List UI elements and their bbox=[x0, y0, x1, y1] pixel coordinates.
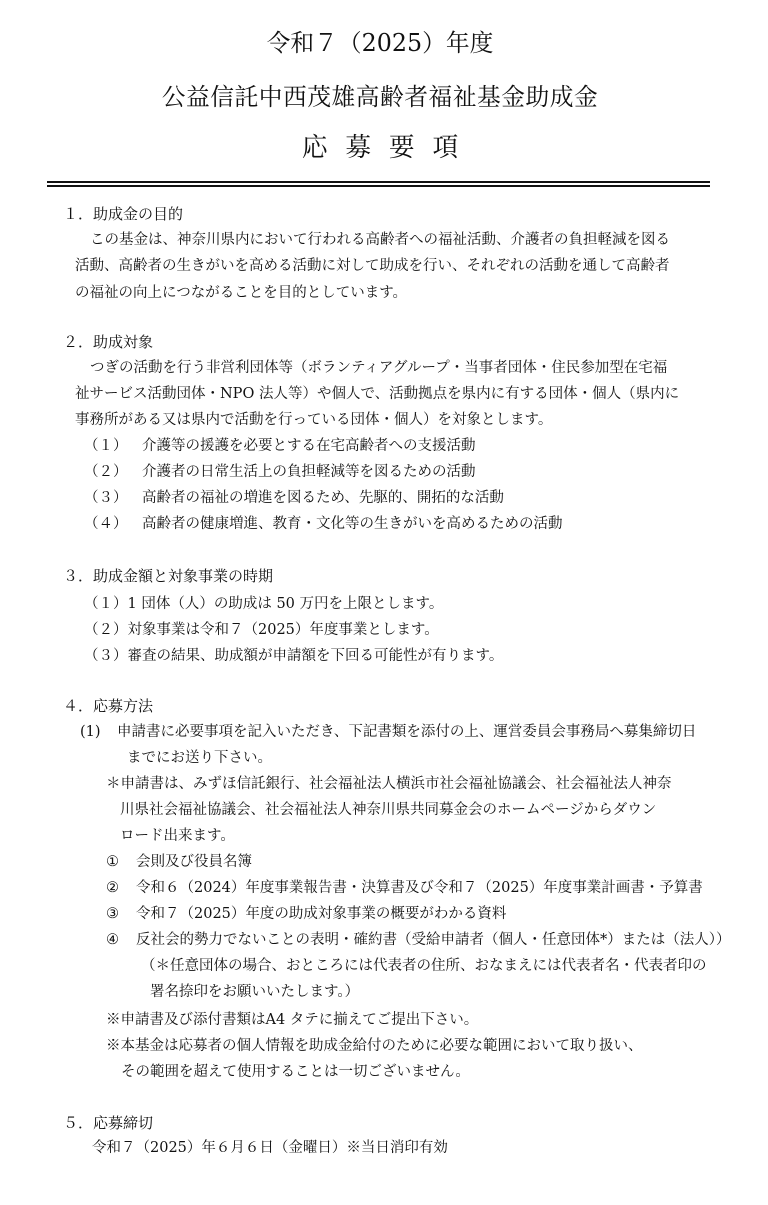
privacy-note-line: その範囲を超えて使用することは一切ございません。 bbox=[121, 1064, 470, 1080]
section-2-text-line: 祉サービス活動団体・NPO 法人等）や個人で、活動拠点を県内に有する団体・個人（県内に bbox=[75, 386, 680, 402]
list-item bbox=[84, 462, 476, 482]
section-1-text-line: の福祉の向上につながることを目的としています。 bbox=[75, 285, 408, 301]
section-2-text-line: つぎの活動を行う非営利団体等（ボランティアグループ・当事者団体・住民参加型在宅福 bbox=[90, 360, 668, 376]
section-2-text-line: 事務所がある又は県内で活動を行っている団体・個人）を対象とします。 bbox=[75, 412, 553, 428]
list-item bbox=[84, 488, 504, 508]
download-note-line: 川県社会福祉協議会、社会福祉法人神奈川県共同募金会のホームページからダウン bbox=[120, 802, 657, 818]
document-number: ② bbox=[106, 880, 119, 896]
document-4-note-line: （＊任意団体の場合、おところには代表者の住所、おなまえには代表者名・代表者印の bbox=[141, 958, 707, 974]
section-1-title: １．助成金の目的 bbox=[63, 205, 184, 223]
section-1-text-line: この基金は、神奈川県内において行われる高齢者への福祉活動、介護者の負担軽減を図る bbox=[90, 232, 670, 248]
section-4-title: ４．応募方法 bbox=[63, 697, 154, 715]
document-list-item bbox=[106, 878, 703, 898]
list-item-text: 介護者の日常生活上の負担軽減等を図るための活動 bbox=[142, 464, 476, 480]
document-title: 応募要項 bbox=[301, 133, 476, 163]
list-item-number: （３） bbox=[84, 490, 128, 506]
download-note-line: ＊申請書は、みずほ信託銀行、社会福祉法人横浜市社会福祉協議会、社会福祉法人神奈 bbox=[106, 776, 672, 792]
fiscal-year-heading: 令和７（2025）年度 bbox=[266, 29, 494, 57]
document-text: 令和６（2024）年度事業報告書・決算書及び令和７（2025）年度事業計画書・予算書 bbox=[136, 880, 703, 896]
document-list-item bbox=[106, 904, 506, 924]
section-5-title: ５．応募締切 bbox=[63, 1114, 154, 1132]
list-item-text: 高齢者の福祉の増進を図るため、先駆的、開拓的な活動 bbox=[142, 490, 504, 506]
list-item: （２）対象事業は令和７（2025）年度事業とします。 bbox=[84, 622, 439, 638]
application-item-text-line: 申請書に必要事項を記入いただき、下記書類を添付の上、運営委員会事務局へ募集締切日 bbox=[117, 724, 697, 740]
document-number: ① bbox=[106, 854, 119, 870]
list-item-text: 介護等の援護を必要とする在宅高齢者への支援活動 bbox=[142, 438, 476, 454]
list-item-number: （１） bbox=[84, 438, 128, 454]
document-text: 会則及び役員名簿 bbox=[136, 854, 252, 870]
paper-size-note: ※申請書及び添付書類はA4 タテに揃えてご提出下さい。 bbox=[106, 1012, 479, 1028]
title-rule-top bbox=[47, 181, 710, 183]
document-text: 令和７（2025）年度の助成対象事業の概要がわかる資料 bbox=[136, 906, 507, 922]
section-3-title: ３．助成金額と対象事業の時期 bbox=[63, 567, 274, 585]
list-item bbox=[84, 514, 563, 534]
application-item-text-line: までにお送り下さい。 bbox=[127, 750, 272, 766]
fund-name-heading: 公益信託中西茂雄高齢者福祉基金助成金 bbox=[161, 83, 599, 111]
deadline-text: 令和７（2025）年６月６日（金曜日）※当日消印有効 bbox=[92, 1140, 448, 1156]
document-list-item bbox=[106, 852, 252, 872]
privacy-note-line: ※本基金は応募者の個人情報を助成金給付のために必要な範囲において取り扱い、 bbox=[106, 1038, 643, 1054]
list-item bbox=[84, 436, 476, 456]
section-1-text-line: 活動、高齢者の生きがいを高める活動に対して助成を行い、それぞれの活動を通して高齢者 bbox=[75, 258, 670, 274]
document-number: ④ bbox=[106, 932, 119, 948]
section-2-title: ２．助成対象 bbox=[63, 333, 154, 351]
download-note-line: ロード出来ます。 bbox=[120, 828, 235, 844]
list-item: （１）1 団体（人）の助成は 50 万円を上限とします。 bbox=[84, 596, 444, 612]
title-rule-bottom bbox=[47, 185, 710, 187]
document-number: ③ bbox=[106, 906, 119, 922]
document-4-note-line: 署名捺印をお願いいたします。） bbox=[150, 984, 360, 1000]
document-text: 反社会的勢力でないことの表明・確約書（受給申請者（個人・任意団体*）または（法人）） bbox=[136, 932, 731, 948]
application-item-number: (1) bbox=[80, 724, 101, 740]
document-list-item bbox=[106, 930, 731, 950]
list-item-number: （２） bbox=[84, 464, 128, 480]
list-item-number: （４） bbox=[84, 516, 128, 532]
list-item: （３）審査の結果、助成額が申請額を下回る可能性が有ります。 bbox=[84, 648, 504, 664]
list-item-text: 高齢者の健康増進、教育・文化等の生きがいを高めるための活動 bbox=[142, 516, 563, 532]
